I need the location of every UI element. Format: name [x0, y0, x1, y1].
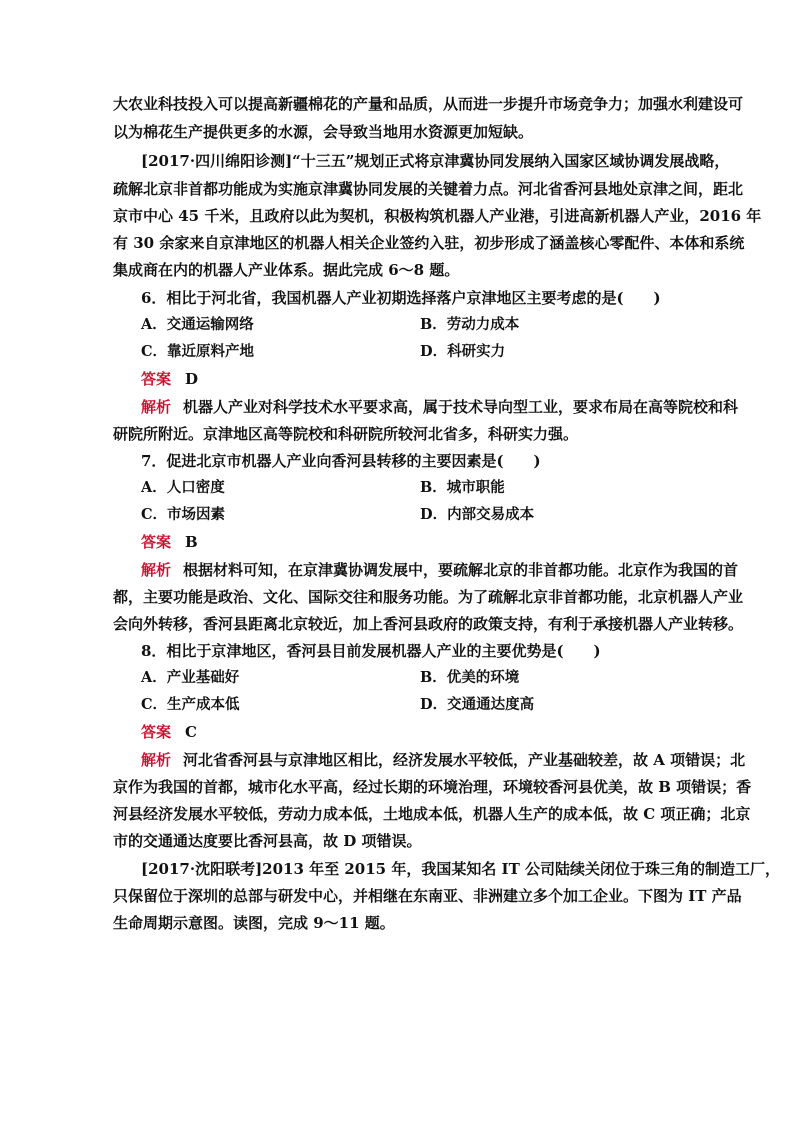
explanation-text: 根据材料可知，在京津冀协调发展中，要疏解北京的非首都功能。北京作为我国的首	[183, 561, 739, 579]
option-b: B．优美的环境	[420, 669, 520, 686]
answer-label: 答案	[141, 370, 172, 388]
option-a: A．产业基础好	[141, 669, 240, 686]
passage-line: 京市中心 45 千米，且政府以此为契机，积极构筑机器人产业港，引进高新机器人产业，2016 年	[113, 207, 762, 225]
option-b: B．城市职能	[420, 479, 505, 496]
passage-line: [2017·四川绵阳诊测]“十三五”规划正式将京津冀协同发展纳入国家区域协调发展战略，	[141, 152, 730, 170]
question-stem: 8．相比于京津地区，香河县目前发展机器人产业的主要优势是( )	[141, 642, 601, 660]
explanation-line: 都，主要功能是政治、文化、国际交往和服务功能。为了疏解北京非首都功能，北京机器人产业	[113, 588, 744, 606]
option-c: C．靠近原料产地	[141, 343, 255, 360]
explanation-line	[141, 560, 739, 580]
explanation-line: 会向外转移，香河县距离北京较近，加上香河县政府的政策支持，有利于承接机器人产业转移。	[113, 615, 744, 633]
explanation-line: 京作为我国的首都，城市化水平高，经过长期的环境治理，环境较香河县优美，故 B 项错误；香	[113, 778, 752, 796]
answer-label: 答案	[141, 723, 172, 741]
explanation-line: 市的交通通达度要比香河县高，故 D 项错误。	[113, 832, 422, 850]
paragraph-line: 以为棉花生产提供更多的水源，会导致当地用水资源更加短缺。	[113, 123, 534, 141]
answer-label: 答案	[141, 533, 172, 551]
option-b: B．劳动力成本	[420, 316, 520, 333]
explanation-text: 河北省香河县与京津地区相比，经济发展水平较低，产业基础较差，故 A 项错误；北	[183, 751, 746, 769]
explanation-line	[141, 750, 746, 770]
explanation-line	[141, 397, 739, 417]
answer-row	[141, 722, 703, 742]
answer-value: B	[185, 533, 198, 551]
passage-line: 只保留位于深圳的总部与研发中心，并相继在东南亚、非洲建立多个加工企业。下图为 IT 产品	[113, 887, 742, 905]
option-c: C．生产成本低	[141, 696, 240, 713]
explanation-line: 研院所附近。京津地区高等院校和科研院所较河北省多，科研实力强。	[113, 425, 579, 443]
option-d: D．交通通达度高	[420, 696, 535, 713]
option-c: C．市场因素	[141, 506, 226, 523]
passage-line: 疏解北京非首都功能成为实施京津冀协同发展的关键着力点。河北省香河县地处京津之间，距北	[113, 180, 744, 198]
answer-row	[141, 369, 703, 389]
explanation-text: 机器人产业对科学技术水平要求高，属于技术导向型工业，要求布局在高等院校和科	[183, 398, 739, 416]
answer-value: C	[185, 723, 197, 741]
option-d: D．科研实力	[420, 343, 506, 360]
explanation-label: 解析	[141, 398, 172, 416]
option-a: A．人口密度	[141, 479, 225, 496]
passage-line: [2017·沈阳联考]2013 年至 2015 年，我国某知名 IT 公司陆续关闭位于珠三角的制造工厂，	[141, 860, 780, 878]
option-a: A．交通运输网络	[141, 316, 254, 333]
passage-line: 集成商在内的机器人产业体系。据此完成 6～8 题。	[113, 261, 460, 279]
question-stem: 6．相比于河北省，我国机器人产业初期选择落户京津地区主要考虑的是( )	[141, 289, 661, 307]
explanation-line: 河县经济发展水平较低，劳动力成本低，土地成本低，机器人生产的成本低，故 C 项正确；北京	[113, 805, 751, 823]
passage-line: 生命周期示意图。读图，完成 9～11 题。	[113, 914, 395, 932]
explanation-label: 解析	[141, 751, 172, 769]
explanation-label: 解析	[141, 561, 172, 579]
question-stem: 7．促进北京市机器人产业向香河县转移的主要因素是( )	[141, 452, 541, 470]
paragraph-line: 大农业科技投入可以提高新疆棉花的产量和品质，从而进一步提升市场竞争力；加强水利建设可	[113, 95, 744, 113]
option-d: D．内部交易成本	[420, 506, 535, 523]
answer-row	[141, 532, 703, 552]
passage-line: 有 30 余家来自京津地区的机器人相关企业签约入驻，初步形成了涵盖核心零配件、本体和系统	[113, 234, 745, 252]
answer-value: D	[185, 370, 199, 388]
